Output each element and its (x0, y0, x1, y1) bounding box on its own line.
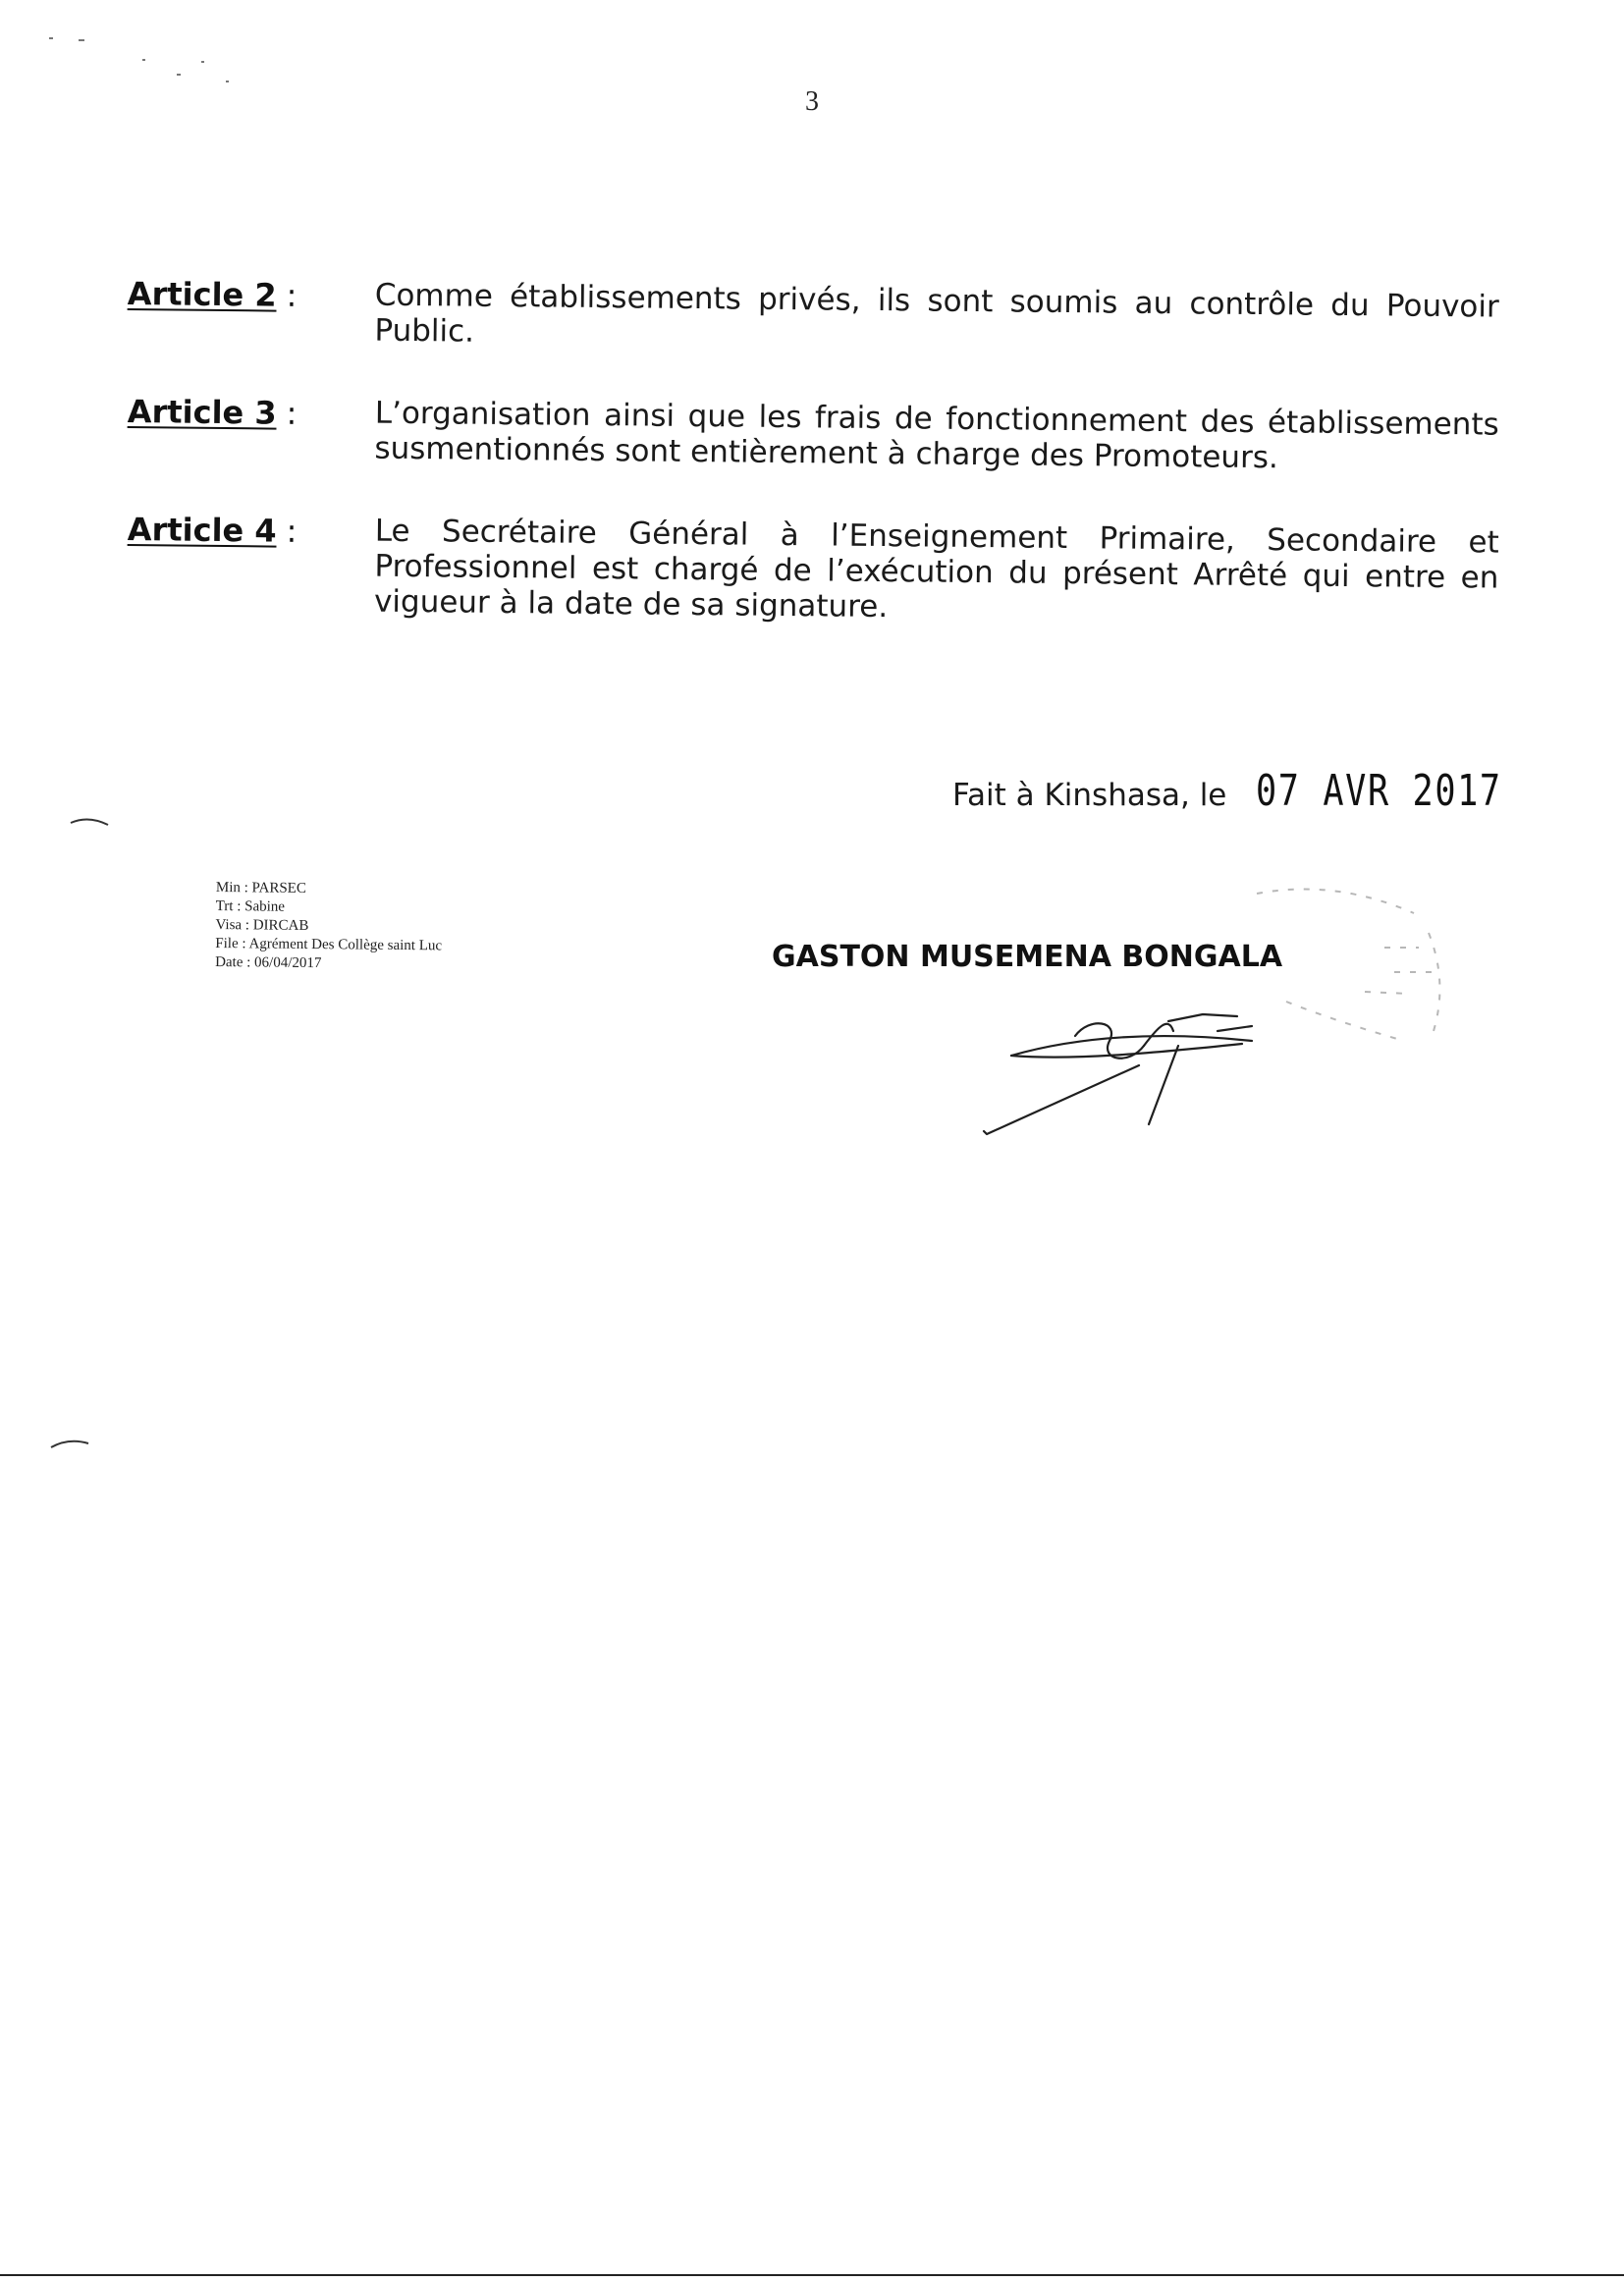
article-4-colon: : (286, 512, 298, 550)
date-stamp: 07 AVR 2017 (1256, 766, 1503, 816)
article-2-text: Comme établissements privés, ils sont soumis au contrôle du Pouvoir Public. (374, 277, 1499, 350)
article-3-text: L’organisation ainsi que les frais de fonctionnement des établissements susmentionnés sont entièrement à charge des Promoteurs. (374, 395, 1499, 476)
page-number: 3 (805, 86, 819, 117)
handwritten-signature (972, 997, 1296, 1144)
article-3-label-text: Article 3 (127, 393, 277, 432)
closing-place: Fait à Kinshasa, le (952, 778, 1227, 813)
bottom-scan-edge (0, 2274, 1624, 2276)
scan-mark-top-left (39, 20, 245, 108)
article-3 (127, 393, 1502, 476)
scan-mark-left-2 (49, 1436, 98, 1455)
file-metadata (215, 879, 443, 974)
article-3-label (128, 393, 298, 432)
article-4-text: Le Secrétaire Général à l’Enseignement Primaire, Secondaire et Professionnel est chargé de l’exécution du présent Arrêté qui entre en vigueur à la date de sa signature. (373, 513, 1499, 625)
metadata-visa: Visa : DIRCAB (215, 916, 309, 934)
article-2-colon: : (286, 276, 298, 314)
article-4-label-text: Article 4 (127, 511, 277, 550)
article-2-label-text: Article 2 (127, 275, 277, 314)
article-4-label (128, 511, 298, 550)
metadata-trt: Trt : Sabine (215, 897, 286, 915)
article-4 (127, 511, 1502, 625)
closing-date-line (952, 766, 1564, 816)
scan-mark-left-1 (69, 815, 118, 835)
metadata-file: File : Agrément Des Collège saint Luc (215, 935, 443, 954)
metadata-date: Date : 06/04/2017 (215, 953, 322, 972)
article-2 (127, 275, 1502, 350)
article-3-colon: : (286, 394, 298, 432)
metadata-min: Min : PARSEC (215, 879, 306, 896)
article-2-label (128, 275, 298, 314)
signatory-name: GASTON MUSEMENA BONGALA (772, 940, 1283, 974)
